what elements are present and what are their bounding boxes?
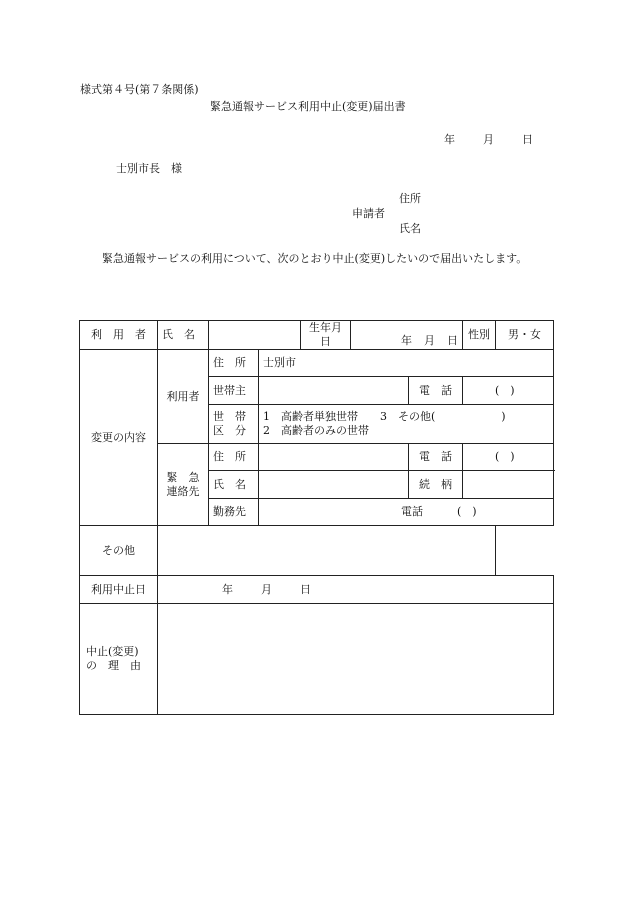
relation-field[interactable] (463, 471, 554, 499)
householder-label: 世帯主 (209, 377, 259, 405)
relation-label: 続 柄 (409, 471, 463, 499)
stop-date-field[interactable]: 年 月 日 (158, 576, 554, 604)
householder-field[interactable] (259, 377, 409, 405)
user-phone-label: 電 話 (409, 377, 463, 405)
date-year-label: 年 (444, 133, 455, 146)
emergency-phone-field[interactable]: ( ) (463, 444, 554, 471)
household-type-label: 世 帯 区 分 (209, 405, 259, 444)
table-row (80, 350, 554, 377)
other-label: その他 (80, 526, 158, 576)
household-option-3[interactable]: 3 その他( ) (380, 410, 506, 423)
application-form-table (79, 320, 554, 715)
table-row (80, 604, 554, 715)
form-number: 様式第４号(第７条関係) (80, 83, 199, 96)
reason-label: 中止(変更) の 理 由 (80, 604, 158, 715)
user-address-label: 住 所 (209, 350, 259, 377)
user-header-cell: 利 用 者 (80, 321, 158, 350)
applicant-name-label: 氏名 (399, 222, 421, 235)
workplace-label: 勤務先 (209, 499, 259, 526)
user-section-label: 利用者 (158, 350, 209, 444)
household-type-options[interactable] (259, 405, 554, 444)
addressee: 士別市長 様 (116, 162, 182, 175)
date-month-label: 月 (483, 133, 494, 146)
household-option-2[interactable]: 2 高齢者のみの世帯 (263, 424, 369, 437)
submission-date (444, 131, 533, 147)
birthdate-label-cell: 生年月日 (301, 321, 351, 350)
applicant-label: 申請者 (352, 207, 385, 220)
document-title: 緊急通報サービス利用中止(変更)届出書 (210, 100, 406, 113)
applicant-address-label: 住所 (399, 192, 421, 205)
user-name-field[interactable] (209, 321, 301, 350)
emergency-name-label: 氏 名 (209, 471, 259, 499)
reason-field[interactable] (158, 604, 554, 715)
workplace-field[interactable]: 電話 ( ) (259, 499, 554, 526)
emergency-contact-label: 緊 急 連絡先 (158, 444, 209, 526)
user-phone-field[interactable]: ( ) (463, 377, 554, 405)
emergency-address-label: 住 所 (209, 444, 259, 471)
emergency-address-field[interactable] (259, 444, 409, 471)
stop-date-label: 利用中止日 (80, 576, 158, 604)
household-option-1[interactable]: 1 高齢者単独世帯 (263, 410, 358, 423)
birthdate-field[interactable]: 年 月 日 (351, 321, 463, 350)
emergency-name-field[interactable] (259, 471, 409, 499)
date-day-label: 日 (522, 133, 533, 146)
table-row (80, 576, 554, 604)
name-label-cell: 氏 名 (158, 321, 209, 350)
user-address-field[interactable]: 士別市 (259, 350, 554, 377)
statement-text: 緊急通報サービスの利用について、次のとおり中止(変更)したいので届出いたします。 (102, 252, 528, 265)
gender-label-cell: 性別 (463, 321, 496, 350)
change-contents-label: 変更の内容 (80, 350, 158, 526)
other-field[interactable] (158, 526, 496, 576)
table-row (80, 321, 554, 350)
emergency-phone-label: 電 話 (409, 444, 463, 471)
gender-options[interactable]: 男・女 (496, 321, 554, 350)
table-row (80, 526, 554, 576)
